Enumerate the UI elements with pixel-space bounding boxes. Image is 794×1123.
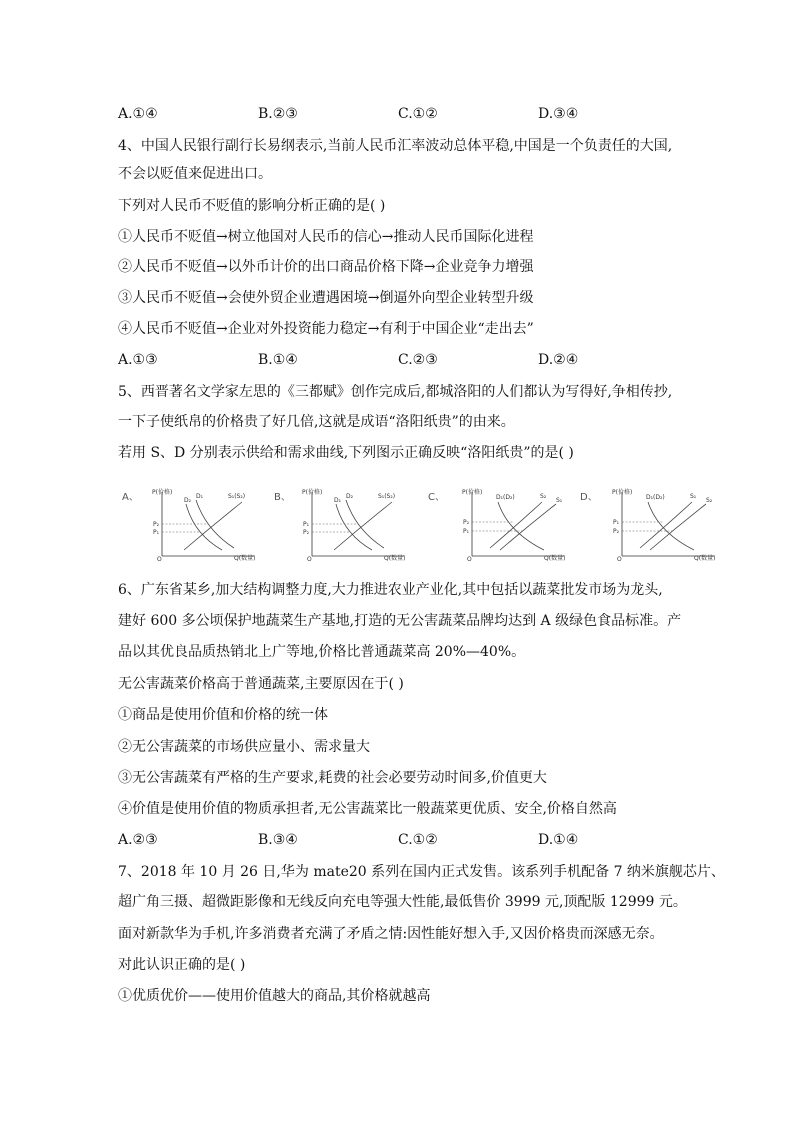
price-label: P₂ [463, 519, 470, 526]
price-label: P₁ [303, 521, 310, 528]
graph-a [150, 486, 260, 561]
q4-item: ①人民币不贬值→树立他国对人民币的信心→推动人民币国际化进程 [118, 229, 534, 245]
y-axis-label: P(价格) [612, 489, 633, 496]
q5-stem-line: 5、西晋著名文学家左思的《三都赋》创作完成后,都城洛阳的人们都认为写得好,争相传抄, [118, 384, 673, 400]
y-axis-label: P(价格) [152, 489, 173, 496]
q6-option-d[interactable]: D.①④ [538, 832, 579, 848]
q7-stem-line: 7、2018 年 10 月 26 日,华为 mate20 系列在国内正式发售。该系列手机配备 7 纳米旗舰芯片、 [118, 864, 725, 880]
q4-option-d[interactable]: D.②④ [538, 352, 579, 368]
supply-curve [500, 504, 556, 550]
price-label: P₁ [463, 528, 470, 535]
graph-c-letter[interactable]: C、 [428, 492, 445, 503]
q4-option-c[interactable]: C.②③ [398, 352, 438, 368]
q4-question: 下列对人民币不贬值的影响分析正确的是( ) [118, 198, 386, 214]
q6-option-b[interactable]: B.③④ [258, 832, 298, 848]
origin-label: O [467, 556, 472, 561]
price-label: P₂ [153, 521, 160, 528]
y-axis-label: P(价格) [462, 489, 483, 496]
supply-curve [650, 504, 706, 550]
q3-option-d[interactable]: D.③④ [538, 106, 579, 122]
q6-item: ③无公害蔬菜有严格的生产要求,耗费的社会必要劳动时间多,价值更大 [118, 770, 547, 786]
q4-stem-line: 4、中国人民银行副行长易纲表示,当前人民币汇率波动总体平稳,中国是一个负责任的大国, [118, 138, 673, 154]
q4-options [118, 350, 678, 370]
curve-label: D₁ [334, 497, 342, 504]
graph-d [610, 486, 720, 561]
q7-question: 对此认识正确的是( ) [118, 957, 246, 973]
q4-stem-line: 不会以贬值来促进出口。 [118, 166, 272, 182]
x-axis-label: Q(数量) [694, 555, 716, 561]
curve-label: S₁ [690, 493, 697, 500]
curve-label: D₁ [196, 493, 204, 500]
q6-item: ②无公害蔬菜的市场供应量小、需求量大 [118, 739, 370, 755]
origin-label: O [307, 556, 312, 561]
curve-label: D₁(D₂) [646, 494, 665, 501]
x-axis-label: Q(数量) [544, 555, 566, 561]
q4-item: ④人民币不贬值→企业对外投资能力稳定→有利于中国企业“走出去” [118, 321, 534, 337]
curve-label: D₂ [346, 493, 354, 500]
q6-item: ①商品是使用价值和价格的统一体 [118, 707, 328, 723]
supply-curve [490, 502, 542, 548]
demand-curve [186, 504, 222, 550]
q6-item: ④价值是使用价值的物质承担者,无公害蔬菜比一般蔬菜更优质、安全,价格自然高 [118, 801, 617, 817]
q4-item: ③人民币不贬值→会使外贸企业遭遇困境→倒逼外向型企业转型升级 [118, 290, 534, 306]
price-label: P₂ [613, 528, 620, 535]
q3-option-b[interactable]: B.②③ [258, 106, 298, 122]
curve-label: S₁(S₂) [228, 493, 246, 500]
supply-curve [640, 502, 692, 548]
q7-stem-line: 面对新款华为手机,许多消费者充满了矛盾之情:因性能好想入手,又因价格贵而深感无奈。 [118, 926, 664, 942]
graph-c [460, 486, 570, 561]
q4-option-a[interactable]: A.①③ [118, 352, 158, 368]
q3-option-c[interactable]: C.①② [398, 106, 438, 122]
origin-label: O [157, 556, 162, 561]
q6-option-c[interactable]: C.①② [398, 832, 438, 848]
graph-a-letter[interactable]: A、 [122, 492, 139, 503]
y-axis-label: P(价格) [302, 489, 323, 496]
q3-option-a[interactable]: A.①④ [118, 106, 158, 122]
curve-label: S₂ [540, 493, 547, 500]
demand-curve [648, 502, 694, 550]
q3-options [118, 104, 678, 124]
curve-label: D₂ [184, 497, 192, 504]
supply-curve [334, 502, 392, 550]
curve-label: D₁(D₂) [496, 494, 515, 501]
q6-stem-line: 品以其优良品质热销北上广等地,价格比普通蔬菜高 20%—40%。 [118, 644, 526, 660]
graph-b [300, 486, 410, 561]
q6-stem-line: 建好 600 多公顷保护地蔬菜生产基地,打造的无公害蔬菜品牌均达到 A 级绿色食品标准。产 [118, 613, 682, 629]
q7-item: ①优质优价——使用价值越大的商品,其价格就越高 [118, 988, 431, 1004]
supply-curve [184, 502, 242, 550]
q4-item: ②人民币不贬值→以外币计价的出口商品价格下降→企业竞争力增强 [118, 259, 534, 275]
q5-stem-line: 一下子使纸帛的价格贵了好几倍,这就是成语“洛阳纸贵”的由来。 [118, 414, 515, 430]
q6-option-a[interactable]: A.②③ [118, 832, 158, 848]
curve-label: S₁(S₂) [378, 493, 396, 500]
curve-label: S₂ [706, 497, 713, 504]
q6-stem-line: 6、广东省某乡,加大结构调整力度,大力推进农业产业化,其中包括以蔬菜批发市场为龙头, [118, 582, 663, 598]
demand-curve [498, 502, 544, 550]
graph-b-letter[interactable]: B、 [274, 492, 291, 503]
x-axis-label: Q(数量) [384, 555, 406, 561]
q4-option-b[interactable]: B.①④ [258, 352, 298, 368]
q6-question: 无公害蔬菜价格高于普通蔬菜,主要原因在于( ) [118, 676, 404, 692]
origin-label: O [617, 556, 622, 561]
q5-question: 若用 S、D 分别表示供给和需求曲线,下列图示正确反映“洛阳纸贵”的是( ) [118, 445, 574, 461]
price-label: P₁ [153, 529, 160, 536]
q6-options [118, 830, 678, 850]
q7-stem-line: 超广角三摄、超微距影像和无线反向充电等强大性能,最低售价 3999 元,顶配版 12999 元。 [118, 894, 687, 910]
curve-label: S₁ [556, 497, 563, 504]
demand-curve [336, 504, 372, 550]
graph-d-letter[interactable]: D、 [580, 492, 598, 503]
x-axis-label: Q(数量) [234, 555, 256, 561]
price-label: P₁ [613, 519, 620, 526]
price-label: P₂ [303, 529, 310, 536]
